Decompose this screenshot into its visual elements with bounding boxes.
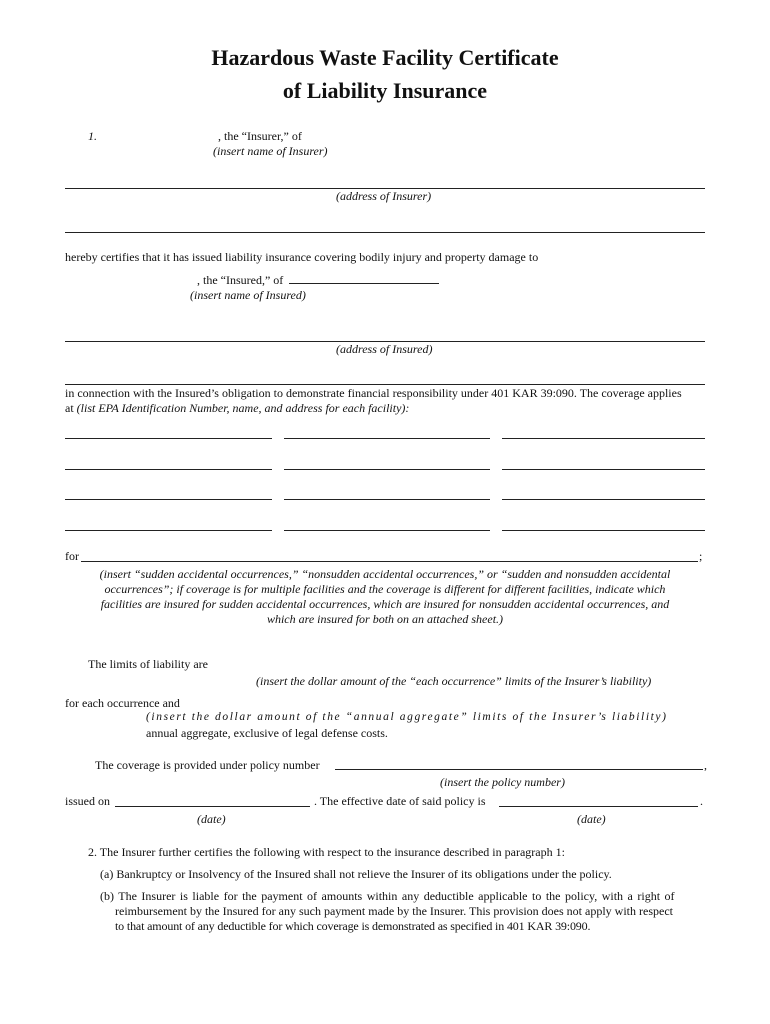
effective-date-field[interactable] [499,806,698,807]
aggregate-hint: (insert the dollar amount of the “annual aggregate” limits of the Insurer’s liability) [146,711,668,723]
paragraph-2b-line-1: (b) The Insurer is liable for the payment of amounts within any deductible applicable to the policy, with a right of [100,889,675,903]
facility-field[interactable] [284,469,490,470]
policy-number-end: , [704,758,707,772]
connection-text: in connection with the Insured’s obligation to demonstrate financial responsibility under 401 KAR 39:090. The coverage applies [65,386,682,400]
each-occurrence-hint: (insert the dollar amount of the “each occurrence” limits of the Insurer’s liability) [256,674,652,688]
paragraph-number-1: 1. [88,129,97,143]
limits-text: The limits of liability are [88,657,208,671]
paragraph-2b-line-2: reimbursement by the Insured for any such payment made by the Insurer. This provision does not apply with respect [115,904,673,918]
facility-field[interactable] [65,438,272,439]
policy-number-text: The coverage is provided under policy number [95,758,320,772]
issued-date-field[interactable] [115,806,310,807]
facility-field[interactable] [502,469,705,470]
insurer-address-line-2[interactable] [65,232,705,233]
effective-date-hint: (date) [577,812,606,826]
insured-label [197,272,439,288]
facility-field[interactable] [284,438,490,439]
facility-field[interactable] [284,530,490,531]
effective-date-text: . The effective date of said policy is [314,794,486,808]
for-label: for [65,549,79,563]
paragraph-2-intro: 2. The Insurer further certifies the following with respect to the insurance described in paragraph 1: [88,845,565,859]
insurer-address-hint: (address of Insurer) [336,189,432,203]
aggregate-text: annual aggregate, exclusive of legal defense costs. [146,726,388,740]
facility-field[interactable] [284,499,490,500]
for-each-occurrence-text: for each occurrence and [65,696,180,710]
insurer-label: , the “Insurer,” of [218,129,302,143]
occurrence-hint-3: facilities are insured for sudden accidental occurrences, which are insured for nonsudden accidental occurrences, and [100,597,670,611]
occurrence-hint-1: (insert “sudden accidental occurrences,” “nonsudden accidental occurrences,” or “sudden and nonsudden accidental [99,567,671,581]
policy-number-field[interactable] [335,769,703,770]
facility-field[interactable] [65,469,272,470]
insurer-name-hint: (insert name of Insurer) [213,144,328,158]
certifies-text: hereby certifies that it has issued liability insurance covering bodily injury and property damage to [65,250,539,264]
insured-name-field[interactable] [289,272,439,284]
insured-label-text: , the “Insured,” of [197,273,284,287]
connection-hint: (list EPA Identification Number, name, and address for each facility): [76,401,410,415]
paragraph-2a: (a) Bankruptcy or Insolvency of the Insured shall not relieve the Insurer of its obligations under the policy. [100,867,612,881]
insured-address-hint: (address of Insured) [336,342,433,356]
title-line-1: Hazardous Waste Facility Certificate [211,45,559,70]
occurrence-type-field[interactable] [81,561,698,562]
paragraph-2b-line-3: to that amount of any deductible for which coverage is demonstrated as specified in 401 KAR 39:090. [115,919,591,933]
facility-field[interactable] [502,438,705,439]
effective-date-end: . [700,794,703,808]
occurrence-hint-4: which are insured for both on an attached sheet.) [266,612,504,626]
issued-date-hint: (date) [197,812,226,826]
title-line-2: of Liability Insurance [282,78,488,103]
insured-name-hint: (insert name of Insured) [190,288,306,302]
occurrence-hint-2: occurrences”; if coverage is for multiple facilities and the coverage is different for different facilities, indicate which [104,582,666,596]
facility-field[interactable] [65,499,272,500]
facility-field[interactable] [65,530,272,531]
connection-hint-line [65,401,409,416]
policy-number-hint: (insert the policy number) [440,775,565,789]
connection-at: at [65,401,74,415]
issued-on-text: issued on [65,794,110,808]
facility-field[interactable] [502,499,705,500]
for-end: ; [699,549,703,563]
insured-address-line-2[interactable] [65,384,705,385]
facility-field[interactable] [502,530,705,531]
